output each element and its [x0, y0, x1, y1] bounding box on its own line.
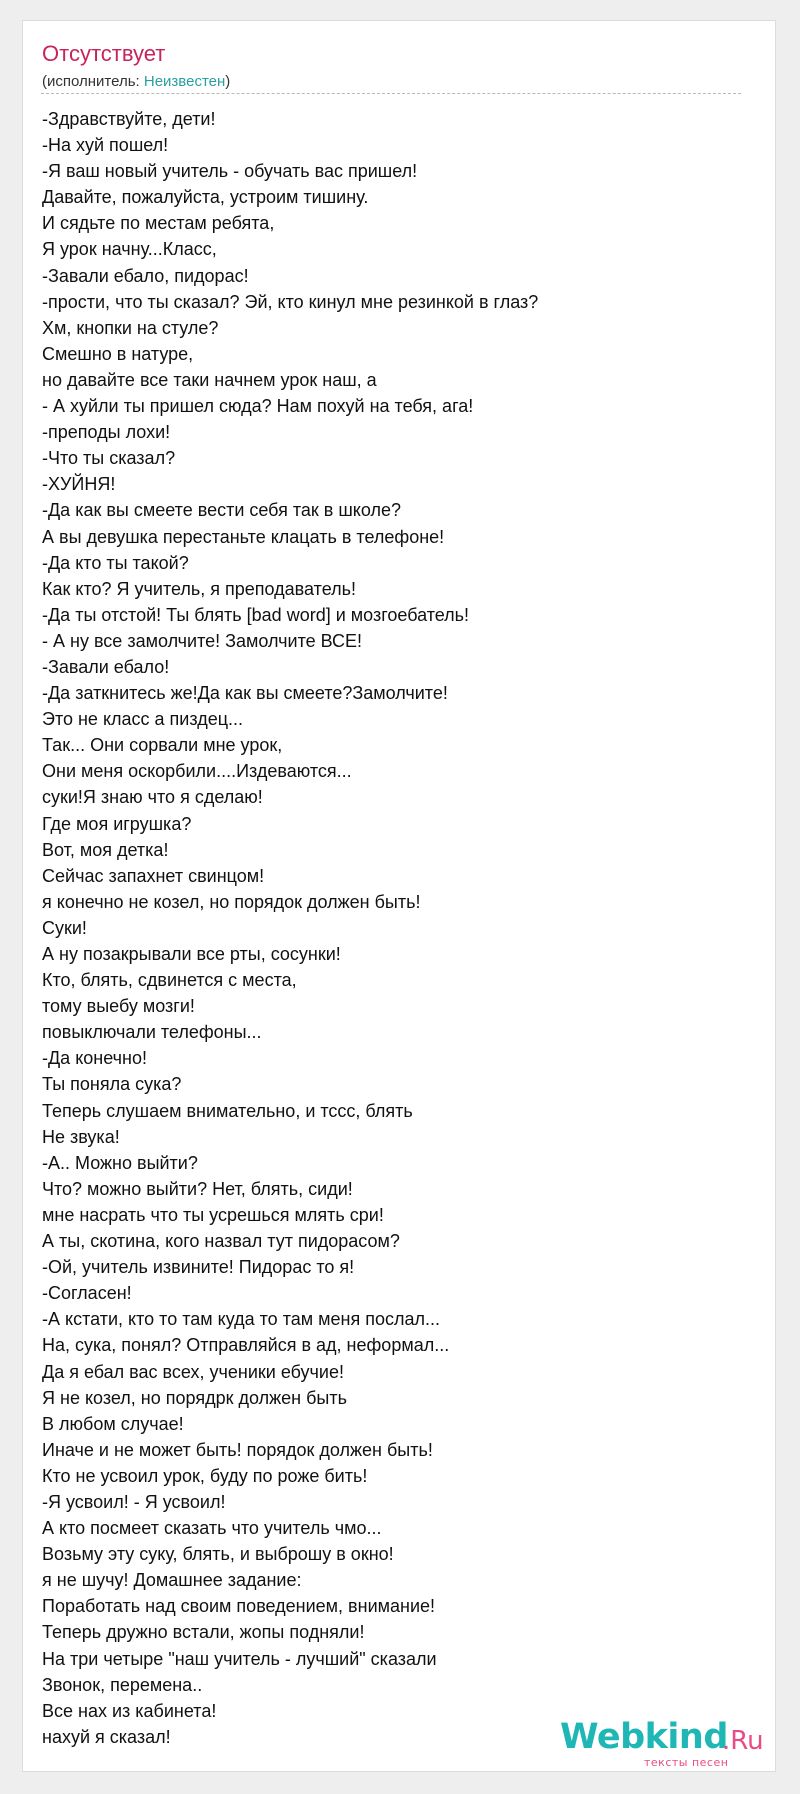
lyric-line: мне насрать что ты усрешься млять сри!: [42, 1204, 384, 1225]
lyric-line: Смешно в натуре,: [42, 343, 194, 364]
lyric-line: А вы девушка перестаньте клацать в телефоне!: [42, 526, 445, 547]
logo-wordmark: Webkind: [560, 1717, 728, 1757]
lyric-line: - А ну все замолчите! Замолчите ВСЕ!: [42, 630, 363, 651]
site-logo[interactable]: [560, 1717, 770, 1776]
lyric-line: На, сука, понял? Отправляйся в ад, неформал...: [42, 1335, 450, 1356]
lyric-line: -Что ты сказал?: [42, 448, 176, 469]
lyric-line: суки!Я знаю что я сделаю!: [42, 787, 263, 808]
artist-link[interactable]: Неизвестен: [143, 73, 226, 90]
lyric-line: - А хуйли ты пришел сюда? Нам похуй на тебя, ага!: [42, 396, 474, 417]
lyric-line: Они меня оскорбили....Издеваются...: [42, 761, 352, 782]
artist-prefix: (исполнитель:: [42, 73, 144, 90]
lyric-line: -Я ваш новый учитель - обучать вас пришел!: [42, 161, 418, 182]
lyric-line: -А.. Можно выйти?: [42, 1152, 198, 1173]
lyric-line: -Согласен!: [42, 1283, 132, 1304]
lyric-line: Да я ебал вас всех, ученики ебучие!: [42, 1361, 345, 1382]
lyric-line: Ты поняла сука?: [42, 1074, 182, 1095]
lyric-line: А ты, скотина, кого назвал тут пидорасом?: [42, 1231, 400, 1252]
artist-line: [42, 74, 230, 89]
lyric-line: На три четыре "наш учитель - лучший" сказали: [42, 1648, 437, 1669]
lyric-line: Не звука!: [42, 1126, 120, 1147]
lyric-line: -Завали ебало!: [42, 656, 170, 677]
lyric-line: Кто не усвоил урок, буду по роже бить!: [42, 1465, 368, 1486]
lyric-line: Давайте, пожалуйста, устроим тишину.: [42, 187, 369, 208]
lyric-line: Хм, кнопки на стуле?: [42, 317, 219, 338]
lyric-line: но давайте все таки начнем урок наш, а: [42, 369, 377, 390]
lyric-line: Я урок начну...Класс,: [42, 239, 217, 260]
lyric-line: Так... Они сорвали мне урок,: [42, 735, 283, 756]
lyric-line: нахуй я сказал!: [42, 1726, 171, 1747]
logo-domain: .Ru: [722, 1726, 764, 1756]
lyric-line: я не шучу! Домашнее задание:: [42, 1570, 302, 1591]
lyric-line: А ну позакрывали все рты, сосунки!: [42, 944, 341, 964]
lyric-line: -Да конечно!: [42, 1048, 147, 1069]
lyric-line: И сядьте по местам ребята,: [42, 213, 275, 234]
title-divider: [41, 93, 741, 94]
lyric-line: -Да ты отстой! Ты блять [bad word] и мозгоебатель!: [42, 604, 470, 625]
lyric-line: -Да заткнитесь же!Да как вы смеете?Замолчите!: [42, 683, 448, 704]
lyric-line: -ХУЙНЯ!: [42, 474, 116, 495]
lyric-line: Теперь дружно встали, жопы подняли!: [42, 1622, 365, 1643]
lyric-line: тому выебу мозги!: [42, 996, 195, 1017]
lyric-line: Это не класс а пиздец...: [42, 709, 244, 730]
lyrics-card: [22, 20, 776, 1772]
lyric-line: -А кстати, кто то там куда то там меня послал...: [42, 1309, 440, 1330]
lyric-line: -Да кто ты такой?: [42, 552, 189, 573]
lyric-line: Как кто? Я учитель, я преподаватель!: [42, 578, 356, 599]
lyric-line: -Здравствуйте, дети!: [42, 109, 216, 129]
lyric-line: -Завали ебало, пидорас!: [42, 265, 249, 286]
lyric-line: Поработать над своим поведением, внимание!: [42, 1596, 436, 1617]
lyric-line: -Да как вы смеете вести себя так в школе?: [42, 500, 401, 521]
lyric-line: Все нах из кабинета!: [42, 1700, 217, 1721]
lyric-line: я конечно не козел, но порядок должен быть!: [42, 891, 421, 912]
lyric-line: Теперь слушаем внимательно, и тссс, блять: [42, 1100, 413, 1121]
artist-suffix: ): [225, 73, 231, 90]
lyric-line: Суки!: [42, 917, 87, 938]
lyric-line: А кто посмеет сказать что учитель чмо...: [42, 1518, 382, 1539]
song-title: Отсутствует: [42, 41, 166, 66]
lyric-line: -преподы лохи!: [42, 422, 171, 443]
lyric-line: повыключали телефоны...: [42, 1022, 262, 1043]
lyric-line: Вот, моя детка!: [42, 839, 169, 860]
lyric-line: Иначе и не может быть! порядок должен быть!: [42, 1439, 433, 1460]
lyric-line: Звонок, перемена..: [42, 1674, 203, 1695]
lyric-line: В любом случае!: [42, 1413, 184, 1434]
lyric-line: Где моя игрушка?: [42, 813, 192, 834]
lyric-line: Кто, блять, сдвинется с места,: [42, 970, 297, 991]
lyric-line: -Я усвоил! - Я усвоил!: [42, 1491, 226, 1512]
logo-tagline: тексты песен: [644, 1756, 729, 1769]
lyric-line: -прости, что ты сказал? Эй, кто кинул мне резинкой в глаз?: [42, 291, 539, 312]
lyric-line: Сейчас запахнет свинцом!: [42, 865, 265, 886]
lyric-line: Возьму эту суку, блять, и выброшу в окно!: [42, 1544, 394, 1565]
lyrics-text: [42, 106, 538, 1750]
lyric-line: Я не козел, но порядрк должен быть: [42, 1387, 347, 1408]
lyric-line: -На хуй пошел!: [42, 135, 169, 156]
lyric-line: Что? можно выйти? Нет, блять, сиди!: [42, 1178, 353, 1199]
lyric-line: -Ой, учитель извините! Пидорас то я!: [42, 1257, 355, 1278]
